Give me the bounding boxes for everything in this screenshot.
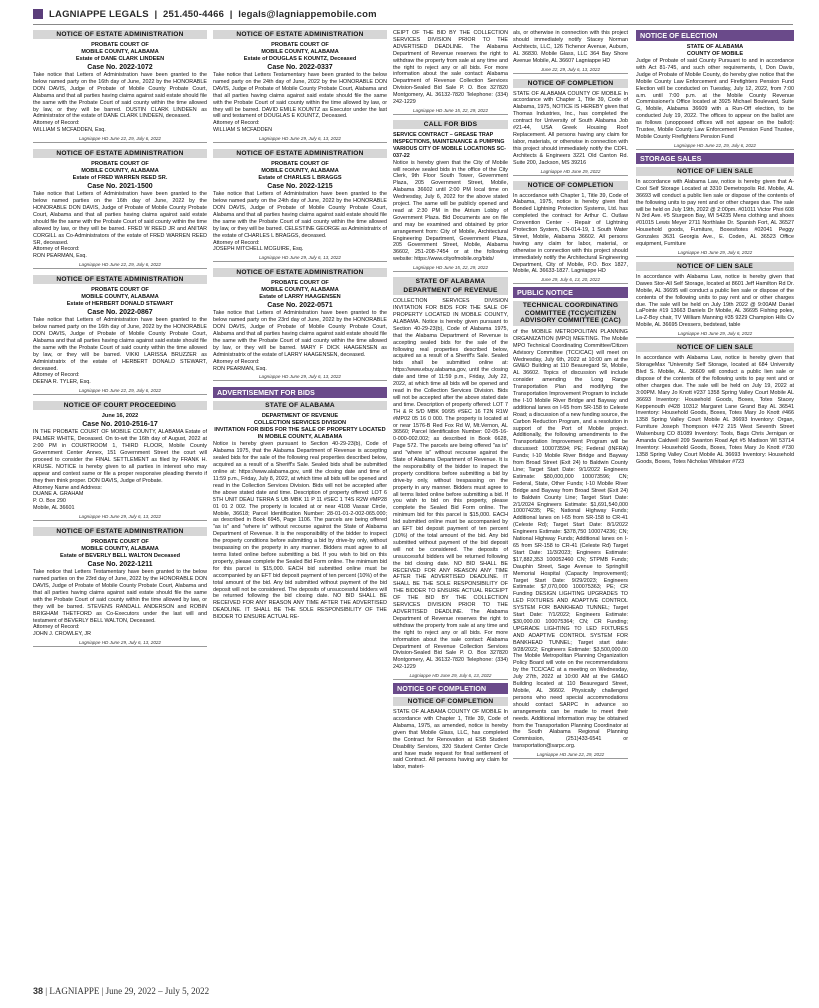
page-footer: 38 | LAGNIAPPE | June 29, 2022 – July 5, 2022	[33, 986, 210, 996]
page-number: 38	[33, 986, 44, 996]
notice-title-bar: STATE OF ALABAMA	[213, 401, 387, 410]
publication-line: Lagniappe HD June 29, July 6, 2022	[636, 249, 794, 257]
publication-line: Lagniappe HD June 22, 29, July 6, 2022	[33, 387, 207, 395]
notice-heading: PROBATE COURT OF	[271, 42, 329, 48]
publication-line: Lagniappe HD June 29, July 6, 13, 2022	[33, 639, 207, 647]
section-public-notice: PUBLIC NOTICE	[513, 287, 628, 298]
notice-body-continued: als, or otherwise in connection with this project should immediately notify Stacey Norman Architects, LLC, 126 Tichenor Avenue, Auburn, AL 36830. Mobile Glass, LLC 364 Bay Shore Avenue Mobile, AL 36607 Lagniappe HD	[513, 30, 628, 64]
notice-title-bar: TECHNICAL COORDINATING COMMITTEE (TCC)/CITIZEN ADVISORY COMMITTEE (CAC)	[513, 301, 628, 326]
notice-heading: COLLECTION SERVICES DIVISION	[253, 420, 347, 427]
publication-line: Lagniappe HD June 29, July 6, 13, 2022	[33, 513, 207, 521]
notice-title-bar: NOTICE OF COURT PROCEEDING	[33, 401, 207, 410]
notice-heading: INVITATION FOR BIDS FOR THE SALE OF PROPERTY LOCATED IN MOBILE COUNTY, ALABAMA	[214, 427, 386, 441]
notice-heading: Estate of LARRY HAAGENSEN	[259, 294, 341, 301]
publication-line: Lagniappe HD June 22, 29, July 6, 2022	[636, 142, 794, 150]
section-storage-sales: STORAGE SALES	[636, 153, 794, 164]
notice-heading: Estate of DOUGLAS E KOUNTZ, Deceased	[243, 56, 357, 62]
notice-block	[213, 30, 387, 143]
notice-body: Take notice that Letters of Administration have been granted to the below named parties on the 16th day of June, 2022 by the HONORABLE DON DAVIS, Judge of Probate of Mobile County Probate Court, Alabama and that all parties having claims against said estate should file the same with the Probate Court of said county within the time allowed by law, or they will be barred. FRED W REED JR and ANITAR CORGILL as Co-Administrators of the estate of FRED WARREN REED SR, deceased.	[33, 191, 207, 246]
attorney-of-record: Attorney of Record: WILLIAM S MCFADDEN	[213, 120, 273, 134]
attorney-of-record: Attorney of Record: DEENA R. TYLER, Esq.	[33, 372, 91, 386]
notice-title-bar: NOTICE OF ESTATE ADMINISTRATION	[213, 30, 387, 39]
notice-title-bar: NOTICE OF ESTATE ADMINISTRATION	[213, 149, 387, 158]
attorney-of-record: Attorney of Record: JOHN J. CROWLEY, JR	[33, 624, 92, 638]
column-5	[636, 30, 794, 466]
notice-block	[33, 275, 207, 395]
notice-title-bar: CALL FOR BIDS	[393, 120, 508, 129]
notice-block	[33, 30, 207, 143]
notice-heading: Estate of DANE CLARK LINDEEN	[75, 56, 165, 62]
notice-body: In accordance with Chapter 1, Title 39, Code of Alabama, 1975, notice is hereby given that Bonded Lightning Protection Systems, Ltd. has completed the contract for Arthur C. Outlaw Convention Center - Repair of Lightning Protection System, CN-014-19, 1 South Water Street, Mobile, Alabama 36602. All persons having any claim for labor, material, or otherwise in connection with this project should immediately notify the Architectural Engineering Department, City of Mobile, P.O. Box 1827, Mobile, AL 36633-1827. Lagniappe HD	[513, 192, 628, 275]
publication-line: Lagniappe HD June 22, 29, 2022	[513, 751, 628, 759]
notice-body: Notice is hereby given that the City of Mobile will receive sealed bids in the office of the City Clerk, 9th Floor South Tower, Government Plaza, 205 Government Street, Mobile, Alabama 36602 until 2:00 PM local time on Wednesday, July 6, 2022 for the above stated project. The same will be publicly opened and read at 2:30 PM in the Atrium Lobby of Government Plaza. Bid Documents are on file and may be examined and obtained by prior arrangement from: City of Mobile, Architectural Engineering Department, Government Plaza, 205 Government Street, Mobile, Alabama 36602, 251-208-7454 or at the following website: https://www.cityofmobile.org/bids/	[393, 159, 508, 263]
attorney-of-record: Attorney of Record: WILLIAM S MCFADDEN, Esq.	[33, 120, 106, 134]
notice-heading: Estate of CHARLES L BRAGGS	[258, 175, 342, 182]
attorney-of-record: Attorney of Record: JOSEPH MITCHELL MCGUIRE, Esq.	[213, 239, 304, 253]
publication-line: Lagniappe HD June 22, 29, July 6, 2022	[33, 261, 207, 269]
case-number: Case No. 2022-0867	[87, 309, 153, 317]
notice-block	[33, 527, 207, 647]
publication-line: Lagniappe HD June 29, July 6, 13, 2022	[213, 135, 387, 143]
header-email[interactable]: legals@lagniappemobile.com	[238, 8, 377, 20]
notice-body: Take notice that Letters Testamentary have been granted to the below named parties on the 23rd day of June, 2022 by the HONORABLE DON DAVIS, Judge of Probate of Mobile County Probate Court, Alabama and that all parties having claims against said estate should file the same with the Probate Court of said county within the time allowed by law, or they will be barred. STEVENS RANDALL ANDERSON and ROBIN BRIGHAM THETFORD as Co-Executors under the last will and testament of BEVERLY BELL WALTON, Deceased.	[33, 569, 207, 624]
notice-body: Judge of Probate of said County Pursuant to and in accordance with Act 81-745, and such other requirements, I, Don Davis, Judge of Probate of Mobile County, do hereby give notice that the Mobile County Law Enforcement and Firefighters Pension Fund Election will be conducted on Tuesday, July 12, 2022, from 7:00 a.m. until 7:00 p.m. at the Mobile County Revenue Commissioner's Office located at 3925 Michael Boulevard, Suite G, Mobile, Alabama 36609 with a Run-Off election, to be conducted July 19, 2022. The offices to appear on the ballot are as follows (unopposed offices will not appear on the ballot): Trustee, Mobile County Law Enforcement Pension Fund Trustee, Mobile County Firefighters Pension Fund	[636, 58, 794, 140]
notice-body: In accordance with Alabama Law, notice is hereby given that Dawes Stor-All Self Storage, located at 8601 Jeff Hamilton Rd Dr. Mobile, AL 36695 will conduct a public lien sale or dispose of the contents of the following units to pay rent and or other charges due. The sale will be held on July 19th 2022 @ 9:00AM Daniel LaPointe #19 13663 Daniels Dr Mobile, AL 36695 Fishing poles, La-Z-Boy chair, TV William Manning #35 9229 Champion Hills Cv Mobile, AL 36695 Dressers, bedstead, table	[636, 273, 794, 329]
notice-heading: Estate of FRED WARREN REED SR.	[72, 175, 168, 182]
case-number: Case No. 2021-1500	[87, 183, 153, 191]
notice-title-bar: NOTICE OF LIEN SALE	[636, 262, 794, 271]
notice-title-bar: NOTICE OF COMPLETION	[513, 79, 628, 88]
publication-line: Lagniappe HD June 15, 22, 29, 2022	[393, 107, 508, 115]
case-number: Case No. 2022-0337	[267, 64, 333, 71]
notice-title-bar: NOTICE OF COMPLETION	[393, 697, 508, 706]
notice-heading: SERVICE CONTRACT – GREASE TRAP INSPECTIONS, MAINTENANCE & PUMPING VARIOUS CITY OF MOBILE LOCATIONS SC-037-22	[393, 131, 506, 159]
notice-heading: MOBILE COUNTY, ALABAMA	[81, 168, 159, 175]
column-1	[33, 30, 207, 653]
case-number: Case No. 2022-1215	[267, 183, 333, 191]
notice-title-bar: NOTICE OF LIEN SALE	[636, 167, 794, 176]
notice-heading: MOBILE COUNTY, ALABAMA	[261, 168, 339, 175]
notice-body: Notice is hereby given pursuant to Section 40-29-23(b), Code of Alabama 1975, that the Alabama Department of Revenue is accepting sealed bids for the sale of the following real properties described below, acquired as a result of a Sheriff's Sale. Sealed bids shall be submitted online at: https://www.alabama.gov, until the closing date and time of 11:59 p.m., Friday, July 8, 2022, at which time all bids will be opened and read in the Collection Services Division. Bids will not be accepted after the above stated date and time. Description of property offered: LOT 6 5TH UNIT DEAU TERRA S UB MBK 11 P 11 #SEC 1 T4S R2W #MP28 01 01 2 002. The property is located at or near 4108 Vassar Circle, Mobile, 36618; Parcel Identification Number: 28-01-01-2-002-065.000; as described in Book 6945, Page 1106. The parcels are being offered "as is" and "where is" without recourse against the State of Alabama Department of Revenue. It is the responsibility of the bidder to inspect the property conditions before submitting a bid by drive-by only, without trespassing on the property in any manner. Bidders must agree to all terms listed online before submitting a bid. If you wish to bid on this property, please complete the Sealed Bid Form online. The minimum bid for this parcel is $15,000. EACH bid submitted online must be accompanied by an EFT bid deposit payment of ten percent (10%) of the total amount of the bid. Any bid submitted without payment of the bid deposit will not be considered. The deposits of unsuccessful bidders will be returned following the bid closing date. NO BID SHALL BE RECEIVED FOR ANY REASON ANY TIME AFTER THE ADVERTISED DEADLINE. IT SHALL BE THE SOLE RESPONSIBILITY OF THE BIDDER TO ENSURE ACTUAL RE-	[213, 441, 387, 621]
notice-body: Take notice that Letters of Administration have been granted to the below named party on the 16th day of June, 2022 by the HONORABLE DON DAVIS, Judge of Probate of Mobile County Probate Court, Alabama and that all parties having claims against said estate should file the same with the Probate Court of said county within the time allowed by law, or they will be barred. DUSTIN CLARK LINDEEN as Administrator of the estate of DANE CLARK LINDEEN, deceased.	[33, 72, 207, 120]
notice-title-bar: NOTICE OF ESTATE ADMINISTRATION	[33, 30, 207, 39]
publication-line: June 22, 29, July 6, 13, 2022	[513, 66, 628, 74]
notice-heading: PROBATE COURT OF	[91, 42, 149, 48]
notice-title-bar: NOTICE OF LIEN SALE	[636, 343, 794, 352]
notice-body: Take notice that Letters of Administration have been granted to the below named party on the 23rd day of June, 2022 by the HONORABLE DON DAVIS, Judge of Probate of Mobile County Probate Court, Alabama and that all parties having claims against said estate should file the same with the Probate Court of said county within the time allowed by law, or they will be barred. MARY F DICK HAAGENSEN as Administratrix of the estate of LARRY HAAGENSEN, deceased.	[213, 310, 387, 358]
notice-title-bar: NOTICE OF COMPLETION	[513, 181, 628, 190]
notice-heading: MOBILE COUNTY, ALABAMA	[81, 294, 159, 301]
publication-name: LAGNIAPPE	[49, 986, 100, 996]
notice-block	[33, 401, 207, 521]
publication-line: Lagniappe HD June 22, 29, July 6, 2022	[33, 135, 207, 143]
notice-heading: PROBATE COURT OF	[91, 539, 149, 546]
notice-title-bar: NOTICE OF ESTATE ADMINISTRATION	[213, 268, 387, 277]
publication-line: Lagniappe HD June 15, 22, 29, 2022	[393, 264, 508, 272]
header-section: LAGNIAPPE LEGALS	[49, 8, 149, 20]
publication-line: Lagniappe HD June 29, July 6, 2022	[636, 330, 794, 338]
notice-heading: MOBILE COUNTY, ALABAMA	[261, 49, 339, 55]
page-header: LAGNIAPPE LEGALS | 251.450-4466 | legals@lagniappemobile.com	[33, 6, 793, 22]
header-phone: 251.450-4466	[163, 8, 225, 20]
section-notice-of-election: NOTICE OF ELECTION	[636, 30, 794, 41]
column-3	[393, 30, 508, 771]
notice-heading: Estate of BEVERLY BELL WALTON Deceased	[60, 553, 180, 560]
notice-heading: DEPARTMENT OF REVENUE	[261, 413, 339, 420]
notice-title-bar: STATE OF ALABAMA DEPARTMENT OF REVENUE	[393, 277, 508, 295]
notice-heading: STATE OF ALABAMA	[686, 44, 744, 50]
notice-heading: MOBILE COUNTY, ALABAMA	[81, 49, 159, 55]
notice-block	[213, 149, 387, 262]
attorney-of-record: Attorney of Record: RON PEARMAN, Esq.	[33, 246, 87, 260]
publication-line: Lagniappe HD June 29, July 6, 13, 2022	[213, 254, 387, 262]
notice-heading: Estate of HERBERT DONALD STEWART	[66, 301, 174, 308]
notice-body: IN THE PROBATE COURT OF MOBILE COUNTY, ALABAMA Estate of PALMER WHITE, Deceased. On to-wit the 16th day of August, 2022 at 2:00 PM in COURTROOM 1, THIRD FLOOR, Mobile County Government Center Annex, 151 Government Street the court will proceed to consider the FINAL SETTLEMENT as filed by FRANK H. KRUSE. NOTICE is hereby given to all parties in interest who may appear and contest same or file a proper responsive pleading thereto if they then think proper. DON DAVIS, Judge of Probate.	[33, 429, 207, 484]
case-number: Case No. 2022-1211	[87, 561, 153, 569]
notice-body: Take notice that Letters Testamentary have been granted to the below named party on the 24th day of June, 2022 by the HONORABLE DON DAVIS, Judge of Probate of Mobile County Probate Court, Alabama and that all parties having claims against said estate should file the same with the Probate Court of said county within the time allowed by law, or they will be barred. DAVID EMILE KOUNTZ as Executor under the last will and testament of DOUGLAS E KOUNTZ, Deceased.	[213, 72, 387, 120]
notice-heading: MOBILE COUNTY, ALABAMA	[261, 287, 339, 294]
notice-title-bar: NOTICE OF ESTATE ADMINISTRATION	[33, 149, 207, 158]
header-rule	[33, 24, 793, 25]
notice-heading: June 16, 2022	[101, 413, 139, 420]
notice-block	[213, 268, 387, 381]
notice-body: Take notice that Letters of Administration have been granted to the below named party on the 24th day of June, 2022 by the HONORABLE DON DAVIS, Judge of Probate of Mobile County Probate Court, Alabama and that all parties having claims against said estate should file the same with the Probate Court of said county within the time allowed by law, or they will be barred. CELESTINE GEORGE as Administratrix of the estate of CHARLES L BRAGGS, deceased.	[213, 191, 387, 239]
notice-body-continued: CEIPT OF THE BID BY THE COLLECTION SERVICES DIVISION PRIOR TO THE ADVERTISED DEADLINE. The Alabama Department of Revenue reserves the right to withdraw the property from sale at any time and the right to reject any or all bids. For more information about the sale contact: Alabama Department of Revenue Collection Services Division-Sealed Bid Sale P. O. Box 327820 Montgomery, AL 36132-7820 Telephone: (334) 242-1229	[393, 30, 508, 106]
notice-title-bar: NOTICE OF ESTATE ADMINISTRATION	[33, 275, 207, 284]
issue-dates: June 29, 2022 – July 5, 2022	[105, 986, 210, 996]
attorney-of-record: Attorney Name and Address: DUANE A. GRAHAM P. O. Box 290 Mobile, AL 36601	[33, 484, 102, 512]
column-4	[513, 30, 628, 759]
publication-line: Lagniappe HD June 29, 2022	[513, 168, 628, 176]
notice-body: STATE OF ALABAMA COUNTY OF MOBILE In accordance with Chapter 1, Title 39, Code of Alabama, 1975, as amended, notice is hereby given that Mobile Glass, LLC, has completed the Contract for Renovation at ESB Student Disability Services, 320 Student Center Circle and have made request for final settlement of said Contract. All persons having any claim for labor, materi-	[393, 709, 508, 771]
notice-heading: PROBATE COURT OF	[91, 287, 149, 294]
notice-heading: PROBATE COURT OF	[91, 161, 149, 168]
notice-body: In accordance with Alabama Law, notice is hereby given that A-Cool Self Storage Located at 3310 Demetropolis Rd. Mobile, AL 36693 will conduct a public lien sale or dispose of the contents of the following units to pay rent and or other charges due. The sale will be held on July 19th, 2022 @ 2:00pm. #01011 Victor Phiri 608 N 3rd Ave. #5 Sturgeon Bay, WI 54235 Mens clothing and shoes #01015 Lewis Meyer 2711 Northlake Dr. Spanish Fort, AL 36527 Household goods, Furniture, Boxes/totes #02041 Peggy Gonzales 3631 Georgia Ave., E. Coden, AL 36523 Office equipment, Furniture	[636, 178, 794, 248]
attorney-of-record: Attorney of Record: RON PEARMAN, Esq.	[213, 358, 267, 372]
notice-heading: PROBATE COURT OF	[271, 280, 329, 287]
case-number: Case No. 2022-1072	[87, 64, 153, 71]
notice-heading: COUNTY OF MOBILE	[686, 51, 744, 57]
case-number: Case No. 2022-0571	[267, 302, 333, 310]
section-notice-of-completion: NOTICE OF COMPLETION	[393, 683, 508, 694]
section-color-square	[33, 9, 43, 19]
notice-body: of the MOBILE METROPOLITAN PLANNING ORGANIZATION (MPO) MEETING. The Mobile MPO Technical Coordinating Committee/Citizen Advisory Committee (TCC/CAC) will meet on Wednesday, July 6th, 2022 at 10:00 am at the GM&O Building at 110 Beauregard St, Mobile, AL 36602. Topics of discussion will include consider amending the Long Range Transportation Plan and modifying the Transportation Improvement Program to include the I-10 Mobile River Bridge and Bayway and additional lanes on I-65 from SR-158 to Celeste Road; a discussion of a new funding source, the Carbon Reduction Program, and a resolution in support of the Port of Mobile project. Additionally, the following amendments to the Transportation Improvement Program will be discussed: 100073594; PE; Federal (INFRA) Funds; I-10 Mobile River Bridge and Bayway from Broad Street (Exit 24) to Baldwin County Line; Target Start Date: 9/1/2022 Engineers Estimate: $80,000,000 100073596; CN; Federal, State, Other Funds; I-10 Mobile River Bridge and Bayway from Broad Street (Exit 24) to Baldwin County Line; Target Start Date: 2/1/2024 Engineers Estimate: $1,691,540,000 100074235; PE; National Highway Funds; Additional lanes on I-65 from SR-158 to CR-41 (Celeste Rd); Target Start Date: 8/1/2022 Engineers Estimate: $378,750 100074236; CN; National Highway Funds; Additional lanes on I-65 from SR-158 to CR-41 (Celeste Rd) Target Start Date: 11/3/2023; Engineers Estimate: $17,882,353 100052460 CN; STPMB Funds; Dauphin Street, Sage Avenue to Springhill Memorial Hospital (Capacity Improvement); Target Start Date: 9/29/2023; Engineers Estimate: $7,070,000 100075363; PE; CR Funding DESIGN LIGHTING UPGRADES TO LED FIXTURES AND ADAPTIVE CONTROL SYSTEM FOR BANKHEAD TUNNEL; Target Start Date: 7/1/2022; Engineers Estimate: $30,000.00 100075364; CN; CR Funding; UPGRADE LIGHTING TO LED FIXTURES AND ADAPTIVE CONTROL SYSTEM FOR BANKHEAD TUNNEL; Target start date: 9/28/2022; Engineers Estimate: $3,500,000.00 The Mobile Metropolitan Planning Organization Policy Board will vote on the recommendations by the TCC/CAC at a meeting on Wednesday, July 27th, 2022 at 10:00 AM at the GM&O Building located at 110 Beauregard Street, Mobile, AL 36602. Physically challenged persons who need special accommodations should contact SARPC in advance so arrangements can be made to meet their needs. Additional information may be obtained from the Transportation Planning Coordinator at the South Alabama Regional Planning Commission, (251)433-6541 or transportation@sarpc.org.	[513, 328, 628, 750]
section-advertisement-for-bids: ADVERTISEMENT FOR BIDS	[213, 387, 387, 398]
publication-line: June 29, July 6, 13, 20, 2022	[513, 276, 628, 284]
notice-heading: PROBATE COURT OF	[271, 161, 329, 168]
notice-body: In accordance with Alabama Law, notice is hereby given that StorageMax "University Self Storage, located at 684 University Blvd S. Mobile, AL. 36609 will conduct a public lien sale or dispose of the contents of the following units to pay rent and or other charges due. The sale will be held on July 19, 2022 at 3:00PM. Mary Jo Knott #237 1358 Spring Valley Court Mobile AL 36693 Inventory: Household Goods, Boxes, Totes Stacey Keppenouth #428 10312 Margaret Lane Grand Bay AL 36541 Inventory: Household Goods, Boxes, Totes Mary Jo Knott #466 1358 Spring Valley Court Mobile AL 36693 Inventory: Organ, Furniture Joseph Thompson #472 215 West Seventh Street Walsenburg CO 81089 Inventory: Tools, Bags Chris Jernigan or Amanda Caldwell 209 Swanton Road Apt #5 Madison WI 53714 Inventory: Household Goods, Boxes, Totes Mary Jo Knott #730 1358 Spring Valley Court Mobile AL 36693 Inventory: Household Goods, Boxes, Totes Nicholas Whitaker #723	[636, 355, 794, 465]
publication-line: Lagniappe HD June 29, July 6, 13, 2022	[213, 373, 387, 381]
notice-body: COLLECTION SERVICES DIVISION INVITATION FOR BIDS FOR THE SALE OF PROPERTY LOCATED IN MOBILE COUNTY, ALABAMA. Notice is hereby given pursuant to Section 40-29-23(b), Code of Alabama 1975, that the Alabama Department of Revenue is accepting sealed bids for the sale of the following real properties described below, acquired as a result of a Sheriff's Sale. Sealed bids shall be submitted online at: https://www.ebuy.alabama.gov, until the closing date and time of 11:59 p.m., Friday, July 22, 2022, at which time all bids will be opened and read in the Collection Services Division. Bids will not be accepted after the above stated date and time. Description of property offered: LOT 7 TH & R S/D MBK 90/95 #SEC 16 T2N R1W #MP02 05 16 0 000. The property is located at or near 1576-B Red Fox Rd W, Mt.Vernon, AL 36560; Parcel Identification Number: 02-05-16-0-000-002.002; as described in Book 6628, Page 572. The parcels are being offered "as is" and "where is" without recourse against the State of Alabama Department of Revenue. It is the responsibility of the bidder to inspect the property conditions before submitting a bid by drive-by only, without trespassing on the property in any manner. Bidders must agree to all terms listed online before submitting a bid. If you wish to bid on this property, please complete the Sealed Bid Form online. The minimum bid for this parcel is $15,000. EACH bid submitted online must be accompanied by an EFT bid deposit payment of ten percent (10%) of the total amount of the bid. Any bid submitted without payment of the bid deposit will not be considered. The deposits of unsuccessful bidders will be returned following the bid closing date. NO BID SHALL BE RECEIVED FOR ANY REASON ANY TIME AFTER THE ADVERTISED DEADLINE. IT SHALL BE THE SOLE RESPONSIBILITY OF THE BIDDER TO ENSURE ACTUAL RECEIPT OF THE BID BY THE COLLECTION SERVICES DIVISION PRIOR TO THE ADVERTISED DEADLINE. The Alabama Department of Revenue reserves the right to withdraw the property from sale at any time and the right to reject any or all bids. For more information about the sale contact: Alabama Department of Revenue Collection Services Division-Sealed Bid Sale P. O. Box 327820 Montgomery, AL 36132-7820 Telephone: (334) 242-1229	[393, 298, 508, 671]
notice-heading: MOBILE COUNTY, ALABAMA	[81, 546, 159, 553]
case-number: Case No. 2010-2516-17	[82, 421, 158, 429]
column-2	[213, 30, 387, 621]
notice-body: Take notice that Letters of Administration have been granted to the below named party on the 16th day of June, 2022 by the HONORABLE DON DAVIS, Judge of Probate of Mobile County Probate Court, Alabama and that all parties having claims against said estate should file the same with the Probate Court of said county within the time allowed by law, or they will be barred. VIKKI LARISSA BRUZZER as Administratrix of the estate of HERBERT DONALD STEWART, deceased.	[33, 317, 207, 372]
notice-title-bar: NOTICE OF ESTATE ADMINISTRATION	[33, 527, 207, 536]
publication-line: Lagniappe HD June 29, July 6, 13, 2022	[393, 672, 508, 680]
notice-body: STATE OF ALABAMA COUNTY OF MOBILE In accordance with Chapter 1, Title 39, Code of Alabama, 1975, NOTICE IS HEREBY given that Thomas Industries, Inc., has completed the contract for University of South Alabama Job #21-44, USA Greek Housing Roof Replacement. All persons having any claim for labor, materials, or otherwise in connection with this project should immediately notify the CDFL Architects & Engineers 3221 Old Canton Rd. Suite 200, Jackson, MS 39216	[513, 90, 628, 166]
notice-block	[33, 149, 207, 269]
